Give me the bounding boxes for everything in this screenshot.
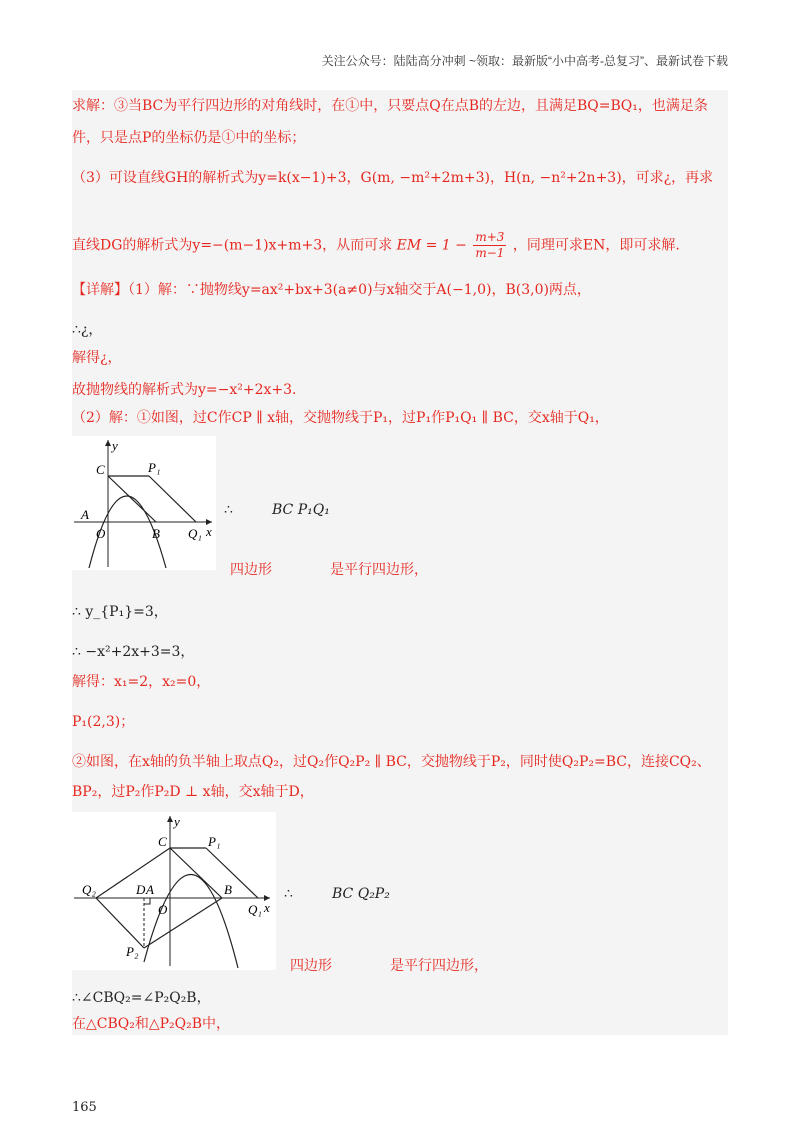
text-line: 故抛物线的解析式为y=−x²+2x+3. <box>72 382 297 398</box>
text-line: 是平行四边形， <box>390 958 488 974</box>
label-Q1: Q₁ <box>188 526 202 541</box>
figure-2-graph <box>72 812 276 970</box>
label-Q2: Q₂ <box>82 882 96 897</box>
text-line: （2）解：①如图，过C作CP ∥ x轴，交抛物线于P₁，过P₁作P₁Q₁ ∥ BC，交x轴于Q₁， <box>72 410 609 426</box>
label-C: C <box>158 834 167 849</box>
text-line: 四边形 <box>230 562 272 578</box>
text-line: P₁(2,3)； <box>72 714 135 730</box>
text-line: 求解：③当BC为平行四边形的对角线时，在①中，只要点Q在点B的左边，且满足BQ=BQ₁，也满足条 <box>72 98 708 114</box>
figure-2 <box>72 812 276 970</box>
label-Q1: Q₁ <box>248 902 262 917</box>
segment-CQ2 <box>96 848 170 898</box>
label-B: B <box>224 882 232 897</box>
segment-Q2P2 <box>96 898 144 948</box>
label-P1: P₁ <box>208 834 221 849</box>
label-y: y <box>174 814 180 829</box>
label-B: B <box>152 526 160 541</box>
text-line: BP₂，过P₂作P₂D ⊥ x轴，交x轴于D， <box>72 784 314 800</box>
text-line: ∴ −x²+2x+3=3， <box>72 644 195 660</box>
text-line: 在△CBQ₂和△P₂Q₂B中， <box>72 1016 231 1032</box>
label-O: O <box>158 902 168 917</box>
segment-P1Q1 <box>149 476 196 522</box>
text-line: （3）可设直线GH的解析式为y=k(x−1)+3，G(m, −m²+2m+3)，H(n, −n²+2n+3)，可求¿，再求 <box>72 170 714 186</box>
text-line: 是平行四边形， <box>330 562 428 578</box>
formula: EM = 1 − <box>396 237 467 254</box>
fraction <box>473 230 506 261</box>
label-x: x <box>206 524 212 539</box>
label-y: y <box>112 438 118 453</box>
text-line: ②如图，在x轴的负半轴上取点Q₂，过Q₂作Q₂P₂ ∥ BC，交抛物线于P₂，同时使Q₂P₂=BC，连接CQ₂、 <box>72 754 711 770</box>
text-line: ∴¿， <box>72 322 103 338</box>
label-D: D <box>136 882 146 897</box>
y-axis-arrow <box>167 816 173 822</box>
right-angle-mark <box>144 898 150 904</box>
fraction-denominator: m−1 <box>475 246 505 260</box>
label-x: x <box>264 900 270 915</box>
label-P1: P₁ <box>148 460 161 475</box>
fraction-numerator: m+3 <box>475 230 505 244</box>
text-line: 件，只是点P的坐标仍是①中的坐标； <box>72 130 306 146</box>
page-number: 165 <box>72 1100 97 1115</box>
text-segment: 直线DG的解析式为y=−(m−1)x+m+3，从而可求 <box>72 237 393 254</box>
solution-content <box>72 90 728 1035</box>
text-segment: ，同理可求EN，即可求解. <box>512 237 680 254</box>
segment-CB <box>108 476 156 522</box>
figure-1-graph <box>72 436 216 570</box>
label-P2: P₂ <box>126 944 139 959</box>
label-A: A <box>146 882 154 897</box>
text-line: BC Q₂P₂ <box>332 886 390 902</box>
text-line: ∴ <box>224 502 233 518</box>
text-line: 【详解】（1）解：∵抛物线y=ax²+bx+3(a≠0)与x轴交于A(−1,0)，B(3,0)两点， <box>72 282 591 298</box>
label-C: C <box>96 462 105 477</box>
figure-1 <box>72 436 216 570</box>
text-line <box>72 230 680 261</box>
text-line: 解得：x₁=2，x₂=0， <box>72 674 211 690</box>
text-line: 四边形 <box>290 958 332 974</box>
text-line: ∴ <box>284 886 293 902</box>
page-header: 关注公众号：陆陆高分冲刺 ~领取：最新版“小中高考-总复习”、最新试卷下载 <box>321 54 728 68</box>
label-O: O <box>96 526 106 541</box>
y-axis-arrow <box>105 440 111 446</box>
text-line: ∴∠CBQ₂=∠P₂Q₂B， <box>72 990 211 1006</box>
text-line: 解得¿， <box>72 350 122 366</box>
label-A: A <box>81 507 89 522</box>
text-line: BC P₁Q₁ <box>272 502 330 518</box>
text-line: ∴ y_{P₁}=3， <box>72 604 168 620</box>
